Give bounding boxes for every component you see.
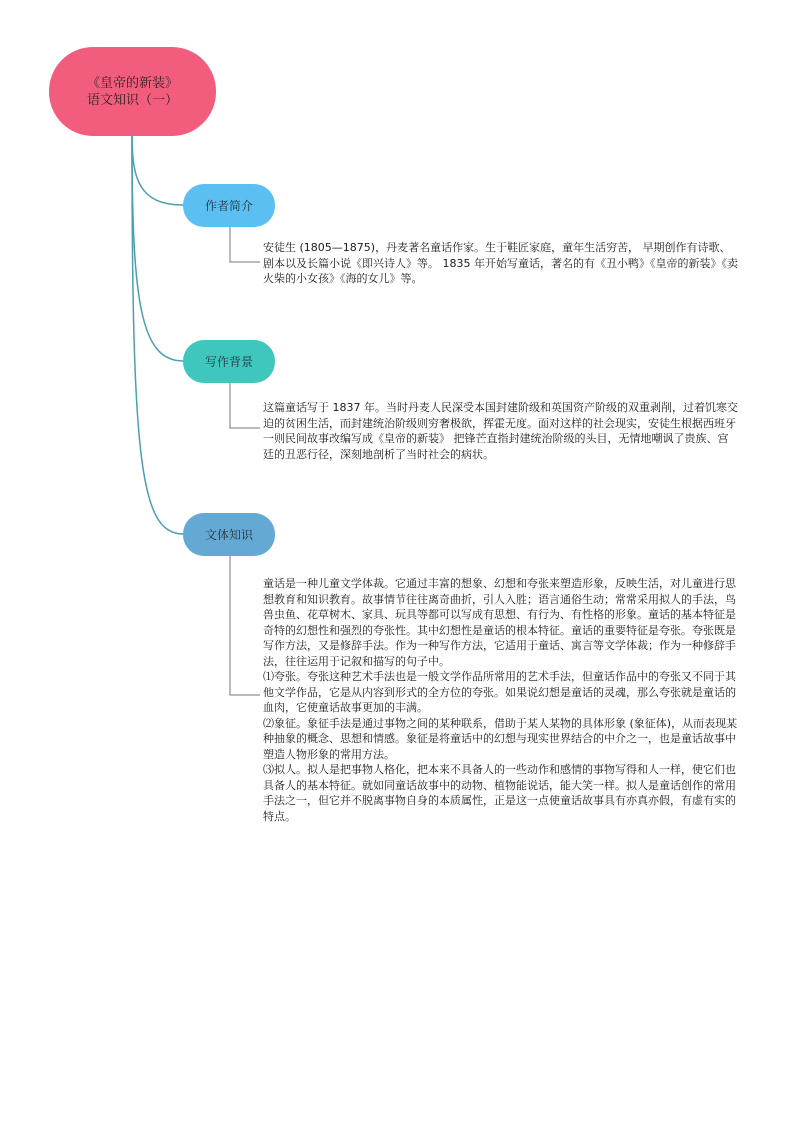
connector-root-branch2: [132, 136, 183, 361]
connector-branch2-note: [230, 383, 260, 428]
connector-branch3-note: [230, 556, 260, 695]
branch-author-intro[interactable]: [183, 184, 275, 227]
branch-genre-knowledge-label: 文体知识: [204, 528, 253, 542]
root-topic-title: 《皇帝的新装》: [86, 75, 178, 91]
branch-writing-background[interactable]: [183, 340, 275, 383]
branch-author-intro-label: 作者简介: [204, 199, 253, 213]
note-genre-knowledge: 童话是一种儿童文学体裁。它通过丰富的想象、幻想和夸张来塑造形象，反映生活，对儿童进行思想教育和知识教育。故事情节往往离奇曲折，引人入胜；语言通俗生动；常常采用拟人的手法，鸟兽虫鱼、花草树木、家具、玩具等都可以写成有思想、有行为、有性格的形象。童话的基本特征是奇特的幻想性和强烈的夸张性。其中幻想性是童话的根本特征。童话的重要特征是夸张。夸张既是写作方法，又是修辞手法。作为一种写作方法，它适用于童话、寓言等文学体裁；作为一种修辞手法，往往运用于记叙和描写的句子中。 ⑴夸张。夸张这种艺术手法也是一般文学作品所常用的艺术手法，但童话作品中的夸张又不同于其他文学作品，它是从内容到形式的全方位的夸张。如果说幻想是童话的灵魂，那么夸张就是童话的血肉，它使童话故事更加的丰满。 ⑵象征。象征手法是通过事物之间的某种联系，借助于某人某物的具体形象 (象征体)，从而表现某种抽象的概念、思想和情感。象征是将童话中的幻想与现实世界结合的中介之一，也是童话故事中塑造人物形象的常用方法。 ⑶拟人。拟人是把事物人格化，把本来不具备人的一些动作和感情的事物写得和人一样，使它们也具备人的基本特征。就如同童话故事中的动物、植物能说话，能大笑一样。拟人是童话创作的常用手法之一，但它并不脱离事物自身的本质属性，正是这一点使童话故事具有亦真亦假，有虚有实的特点。: [263, 577, 738, 823]
connector-root-branch1: [132, 136, 183, 205]
root-topic-subtitle: 语文知识（一）: [86, 92, 178, 108]
note-author-intro: 安徒生 (1805—1875)，丹麦著名童话作家。生于鞋匠家庭，童年生活穷苦， 早期创作有诗歌、剧本以及长篇小说《即兴诗人》等。 1835 年开始写童话，著名的有《丑小鸭》《皇帝的新装》《卖火柴的小女孩》《海的女儿》等。: [263, 241, 738, 285]
branch-writing-background-label: 写作背景: [204, 355, 253, 369]
connector-branch1-note: [230, 227, 260, 262]
note-writing-background: 这篇童话写于 1837 年。当时丹麦人民深受本国封建阶级和英国资产阶级的双重剥削，过着饥寒交迫的贫困生活，而封建统治阶级则穷奢极欲，挥霍无度。面对这样的社会现实，安徒生根据西班牙一则民间故事改编写成《皇帝的新装》 把锋芒直指封建统治阶级的头目，无情地嘲讽了贵族、宫廷的丑恶行径，深刻地剖析了当时社会的病状。: [263, 401, 738, 461]
branch-genre-knowledge[interactable]: [183, 513, 275, 556]
root-topic[interactable]: [49, 47, 216, 136]
connector-root-branch3: [132, 136, 183, 534]
